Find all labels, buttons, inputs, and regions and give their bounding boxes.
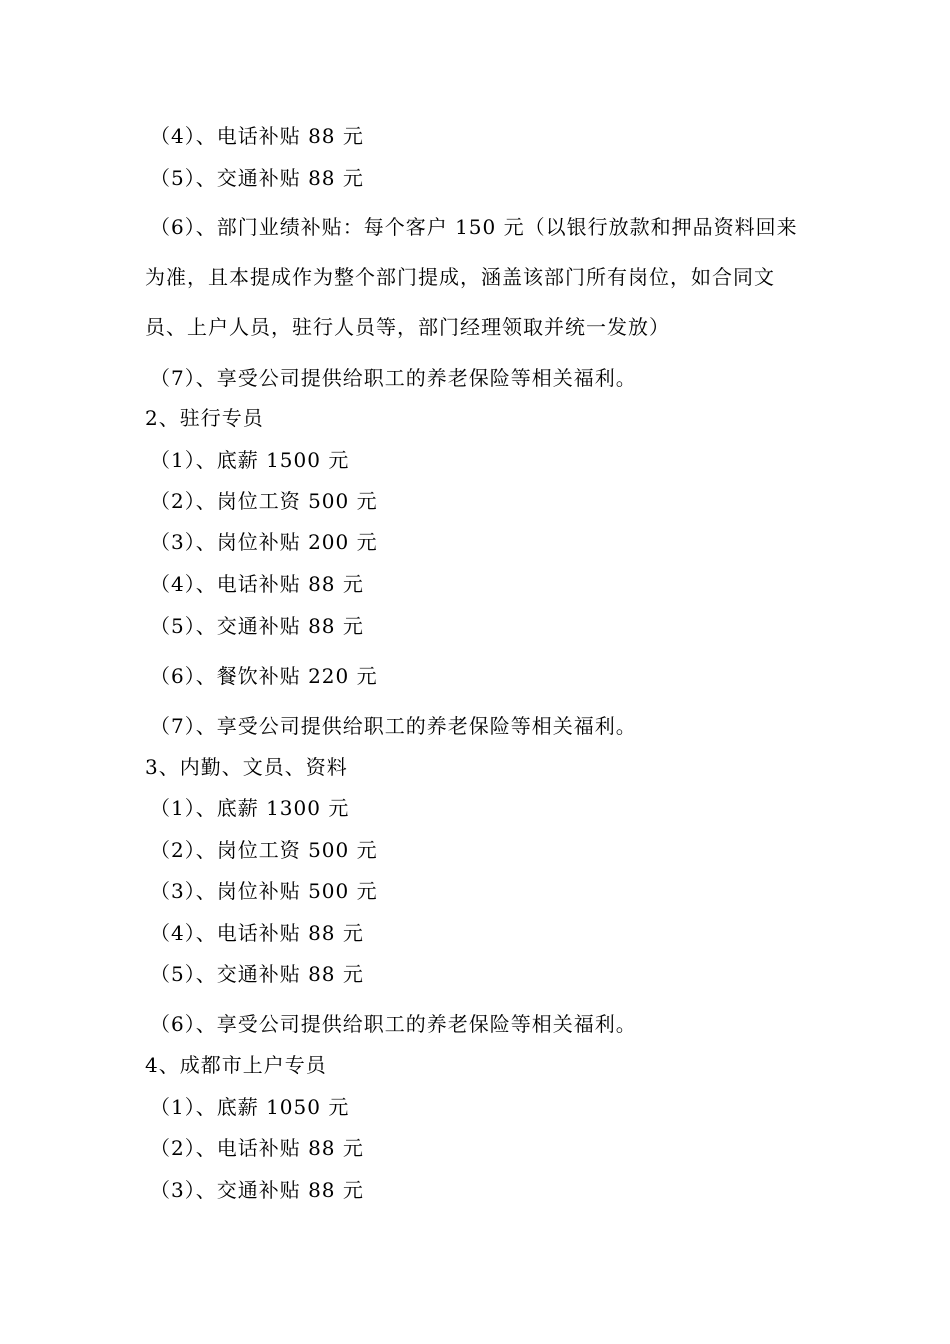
list-item: （5）、交通补贴 88 元 xyxy=(150,962,364,986)
list-item: （7）、享受公司提供给职工的养老保险等相关福利。 xyxy=(150,366,637,390)
list-item: （6）、享受公司提供给职工的养老保险等相关福利。 xyxy=(150,1012,637,1036)
section-heading: 2、驻行专员 xyxy=(145,406,264,430)
list-item: （2）、电话补贴 88 元 xyxy=(150,1136,364,1160)
list-item: （5）、交通补贴 88 元 xyxy=(150,614,364,638)
list-item: （2）、岗位工资 500 元 xyxy=(150,838,378,862)
list-item-continuation: 为准，且本提成作为整个部门提成，涵盖该部门所有岗位，如合同文 xyxy=(145,265,775,289)
list-item: （2）、岗位工资 500 元 xyxy=(150,489,378,513)
section-heading: 4、成都市上户专员 xyxy=(145,1053,327,1077)
list-item: （7）、享受公司提供给职工的养老保险等相关福利。 xyxy=(150,714,637,738)
list-item: （6）、部门业绩补贴：每个客户 150 元（以银行放款和押品资料回来 xyxy=(150,215,798,239)
list-item: （5）、交通补贴 88 元 xyxy=(150,166,364,190)
list-item: （4）、电话补贴 88 元 xyxy=(150,124,364,148)
list-item: （6）、餐饮补贴 220 元 xyxy=(150,664,378,688)
list-item: （4）、电话补贴 88 元 xyxy=(150,921,364,945)
list-item: （4）、电话补贴 88 元 xyxy=(150,572,364,596)
list-item-continuation: 员、上户人员，驻行人员等，部门经理领取并统一发放） xyxy=(145,315,670,339)
list-item: （3）、岗位补贴 200 元 xyxy=(150,530,378,554)
list-item: （1）、底薪 1300 元 xyxy=(150,796,350,820)
list-item: （1）、底薪 1050 元 xyxy=(150,1095,350,1119)
list-item: （3）、交通补贴 88 元 xyxy=(150,1178,364,1202)
section-heading: 3、内勤、文员、资料 xyxy=(145,755,348,779)
list-item: （3）、岗位补贴 500 元 xyxy=(150,879,378,903)
list-item: （1）、底薪 1500 元 xyxy=(150,448,350,472)
